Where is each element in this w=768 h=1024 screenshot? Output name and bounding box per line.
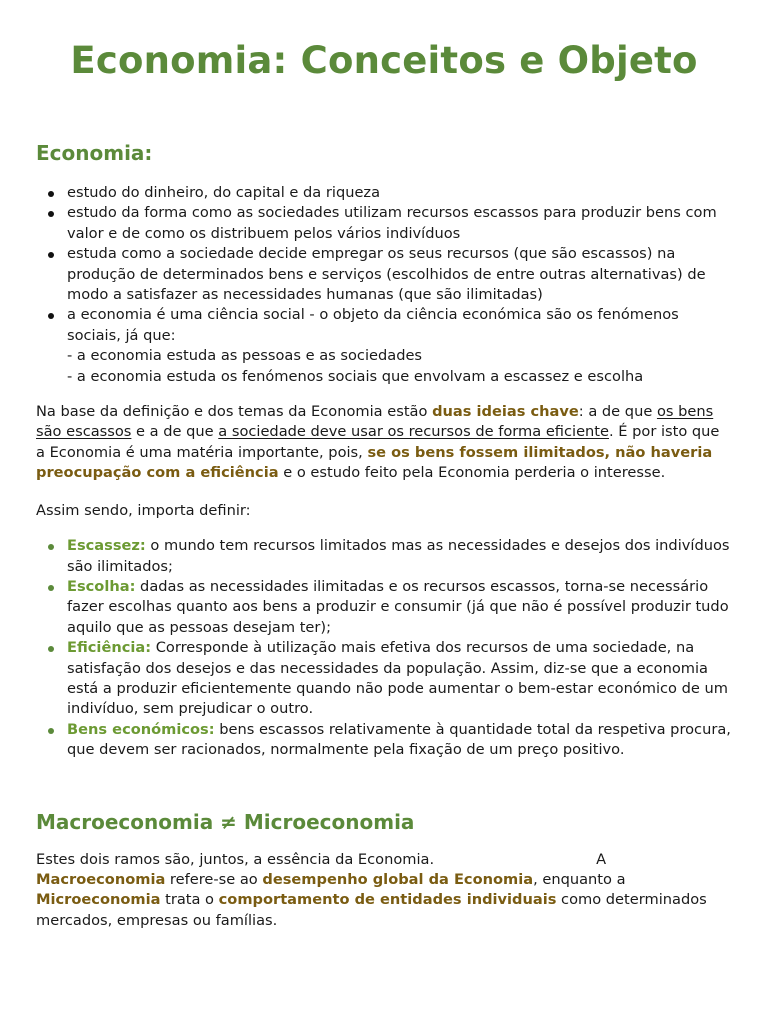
- definition-bens-economicos: [36, 720, 732, 761]
- text-run: : a de que: [578, 403, 657, 421]
- definition-eficiencia: [36, 638, 732, 720]
- definition-term: Eficiência:: [67, 639, 152, 657]
- text-run: . É por isto que a Economia é uma matéria importante, pois,: [36, 423, 720, 461]
- list-item: estudo da forma como as sociedades utilizam recursos escassos para produzir bens com valor e de como os distribuem pelos vários indivíduos: [36, 203, 732, 244]
- highlight-duas-ideias-chave: duas ideias chave: [432, 403, 579, 421]
- economia-bullet-list: [36, 183, 732, 387]
- text-run: Estes dois ramos são, juntos, a essência da Economia.: [36, 850, 435, 868]
- definition-escolha: [36, 577, 732, 638]
- paragraph-macro-micro: [36, 850, 732, 932]
- text-run: e o estudo feito pela Economia perderia o interesse.: [278, 464, 666, 482]
- underlined-recursos-eficiente: a sociedade deve usar os recursos de forma eficiente: [218, 423, 609, 441]
- sub-line: - a economia estuda as pessoas e as sociedades: [67, 347, 423, 365]
- list-item: estudo do dinheiro, do capital e da riqueza: [36, 183, 732, 203]
- highlight-microeconomia: Microeconomia: [36, 891, 161, 909]
- text-run: como determinados mercados, empresas ou famílias.: [36, 891, 707, 929]
- section-heading-macro-micro: Macroeconomia ≠ Microeconomia: [36, 809, 415, 834]
- definition-term: Bens económicos:: [67, 720, 215, 738]
- underlined-bens-escassos: os bens são escassos: [36, 403, 714, 441]
- definitions-list: [36, 536, 732, 760]
- highlight-desempenho-global: desempenho global da Economia: [262, 870, 534, 888]
- text-run: Na base da definição e dos temas da Economia estão: [36, 403, 433, 421]
- definition-term: Escassez:: [67, 537, 146, 555]
- highlight-entidades-individuais: comportamento de entidades individuais: [218, 891, 557, 909]
- definition-text: dadas as necessidades ilimitadas e os recursos escassos, torna-se necessário fazer escolhas quanto aos bens a produzir e consumir (já que não é possível produzir tudo aquilo que as pessoas desejam ter);: [67, 577, 729, 636]
- text-run: e a de que: [131, 423, 219, 441]
- section-heading-economia: Economia:: [36, 141, 153, 165]
- highlight-macroeconomia: Macroeconomia: [36, 870, 166, 888]
- definition-escassez: [36, 536, 732, 577]
- list-item-ciencia-social: [36, 305, 732, 387]
- page-title: Economia: Conceitos e Objeto: [70, 39, 698, 82]
- text-run: refere-se ao: [165, 870, 263, 888]
- highlight-bens-ilimitados: se os bens fossem ilimitados, não haveria preocupação com a eficiência: [36, 443, 713, 482]
- definition-term: Escolha:: [67, 577, 136, 595]
- paragraph-ideias-chave: [36, 402, 732, 484]
- paragraph-assim-sendo: Assim sendo, importa definir:: [36, 501, 251, 519]
- text-run: A: [596, 850, 607, 868]
- list-item: estuda como a sociedade decide empregar os seus recursos (que são escassos) na produção de determinados bens e serviços (escolhidos de entre outras alternativas) de modo a satisfazer as necessidades humanas (que são ilimitadas): [36, 244, 732, 305]
- definition-text: Corresponde à utilização mais efetiva dos recursos de uma sociedade, na satisfação dos desejos e das necessidades da população. Assim, diz-se que a economia está a produzir eficientemente quando não pode aumentar o bem-estar económico de um indivíduo, sem prejudicar o outro.: [67, 639, 728, 718]
- text-run: trata o: [160, 891, 219, 909]
- definition-text: bens escassos relativamente à quantidade total da respetiva procura, que devem ser racionados, normalmente pela fixação de um preço positivo.: [67, 720, 731, 759]
- text-run: , enquanto a: [533, 870, 626, 888]
- sub-line: - a economia estuda os fenómenos sociais que envolvam a escassez e escolha: [67, 367, 644, 385]
- definition-text: o mundo tem recursos limitados mas as necessidades e desejos dos indivíduos são ilimitados;: [67, 537, 730, 575]
- list-item-text: a economia é uma ciência social - o objeto da ciência económica são os fenómenos sociais, já que:: [67, 306, 679, 344]
